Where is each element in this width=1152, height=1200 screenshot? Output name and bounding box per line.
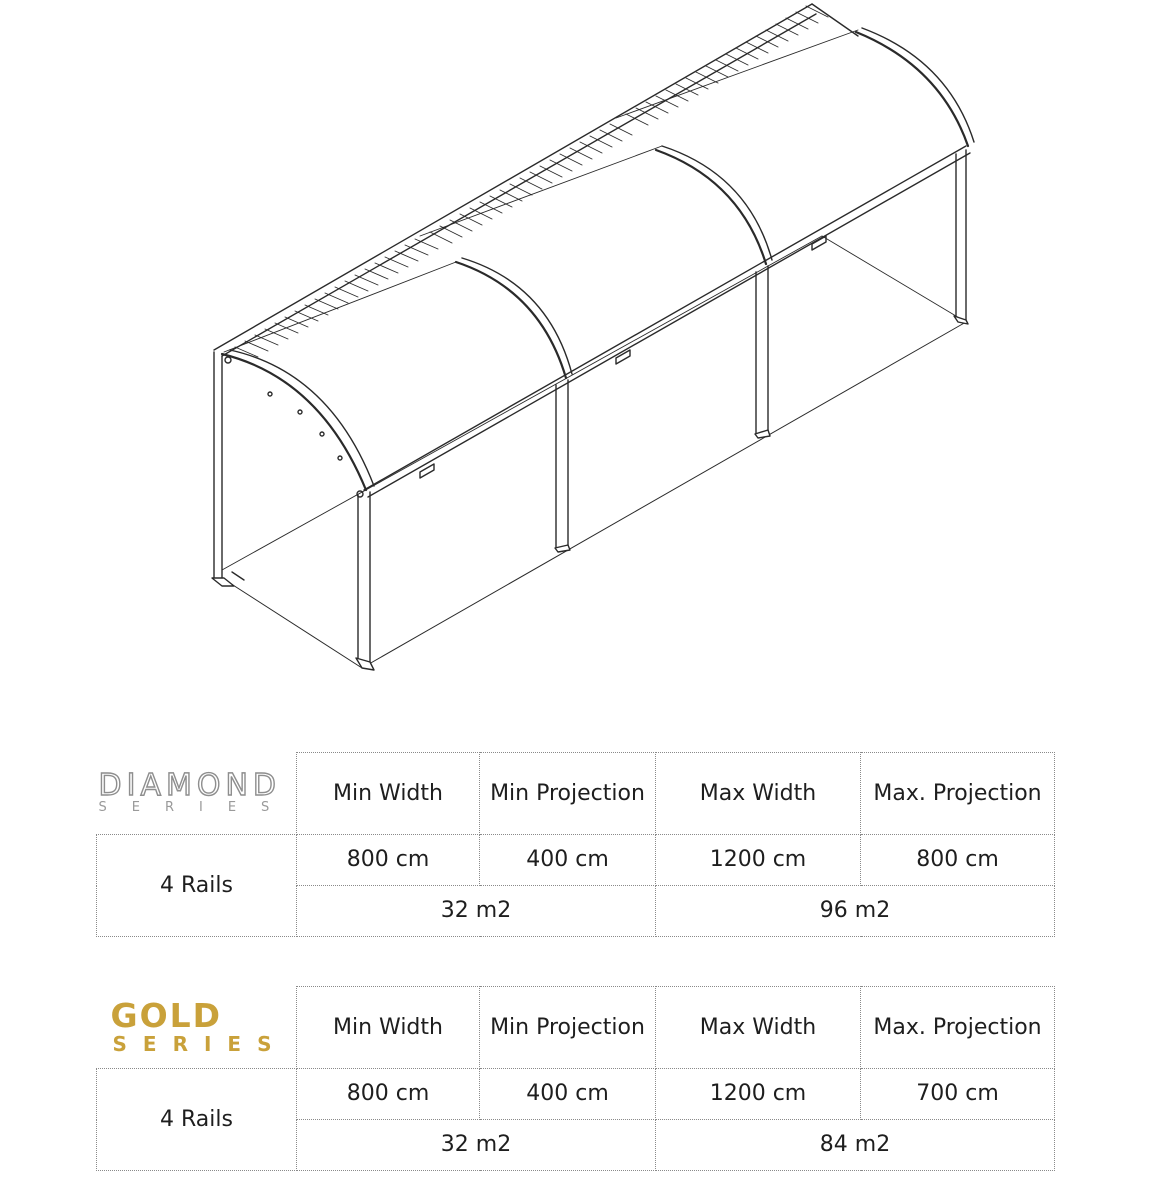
header-max-width: Max Width xyxy=(656,987,861,1069)
rails-label: 4 Rails xyxy=(97,835,297,937)
diamond-spec-table xyxy=(96,752,1054,937)
gold-series-logo xyxy=(97,987,297,1069)
value-max-width: 1200 cm xyxy=(656,1069,861,1120)
value-min-width: 800 cm xyxy=(297,835,480,886)
value-max-projection: 800 cm xyxy=(861,835,1055,886)
header-min-width: Min Width xyxy=(297,753,480,835)
logo-sub-text: SERIES xyxy=(112,1032,288,1057)
logo-sub-text: SERIES xyxy=(98,800,295,816)
rails-label: 4 Rails xyxy=(97,1069,297,1171)
header-max-width: Max Width xyxy=(656,753,861,835)
header-min-projection: Min Projection xyxy=(480,987,656,1069)
max-area: 96 m2 xyxy=(656,886,1055,937)
logo-main-text: DIAMOND xyxy=(98,768,282,804)
diamond-series-logo xyxy=(97,753,297,835)
value-min-projection: 400 cm xyxy=(480,835,656,886)
value-max-width: 1200 cm xyxy=(656,835,861,886)
header-min-width: Min Width xyxy=(297,987,480,1069)
max-area: 84 m2 xyxy=(656,1120,1055,1171)
min-area: 32 m2 xyxy=(297,886,656,937)
value-max-projection: 700 cm xyxy=(861,1069,1055,1120)
curved-roof-pergola-drawing xyxy=(212,4,974,670)
header-max-projection: Max. Projection xyxy=(861,753,1055,835)
logo-main-text: GOLD xyxy=(110,996,223,1036)
value-min-projection: 400 cm xyxy=(480,1069,656,1120)
min-area: 32 m2 xyxy=(297,1120,656,1171)
value-min-width: 800 cm xyxy=(297,1069,480,1120)
header-min-projection: Min Projection xyxy=(480,753,656,835)
header-max-projection: Max. Projection xyxy=(861,987,1055,1069)
gold-spec-table xyxy=(96,986,1054,1171)
